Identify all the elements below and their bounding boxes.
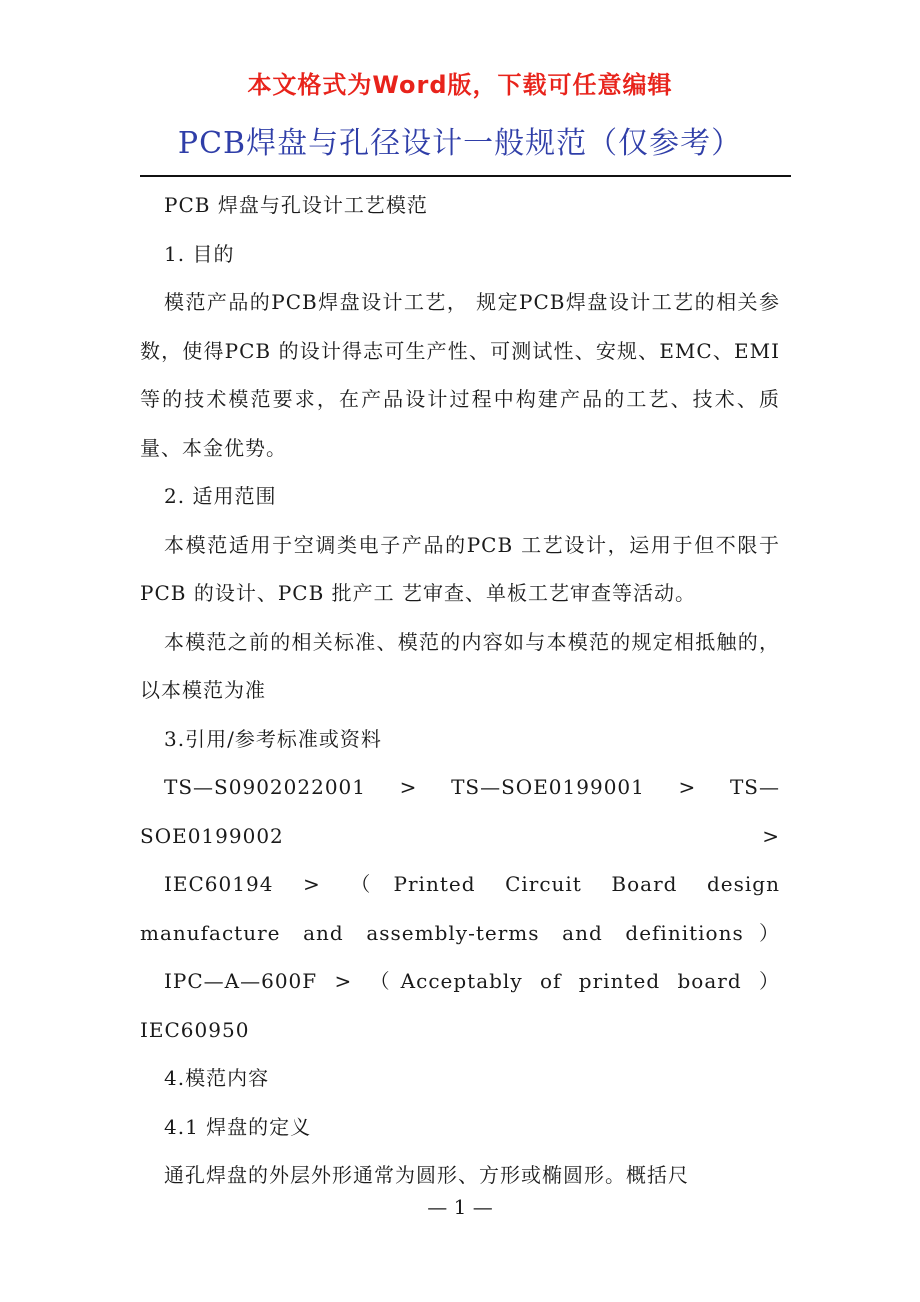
reference-list-1: TS—S0902022001 > TS—SOE0199001 > TS—SOE0199002 >	[140, 775, 780, 848]
document-body	[140, 181, 780, 1200]
doc-title: PCB 焊盘与孔设计工艺模范	[164, 193, 428, 217]
reference-list-3: IPC—A—600F > （Acceptably of printed board ） IEC60950	[140, 969, 780, 1042]
title-divider	[140, 175, 791, 177]
section-2-paragraph-1: 本模范适用于空调类电子产品的PCB 工艺设计，运用于但不限于PCB 的设计、PCB 批产工 艺审查、单板工艺审查等活动。	[140, 532, 780, 605]
section-4-1-heading: 4.1 焊盘的定义	[164, 1114, 312, 1139]
page-number: — 1 —	[427, 1195, 493, 1219]
reference-list-2: IEC60194 > （Printed Circuit Board design manufacture and assembly-terms and definitions）	[140, 872, 780, 945]
section-4-heading: 4.模范内容	[164, 1066, 270, 1090]
page-title: PCB焊盘与孔径设计一般规范（仅参考）	[177, 126, 743, 161]
section-2-paragraph-2: 本模范之前的相关标准、模范的内容如与本模范的规定相抵触的，以本模范为准	[140, 629, 780, 702]
promo-banner: 本文格式为Word版，下载可任意编辑	[247, 71, 673, 99]
section-3-heading: 3.引用/参考标准或资料	[164, 726, 382, 751]
section-2-heading: 2. 适用范围	[164, 484, 277, 508]
section-1-paragraph: 模范产品的PCB焊盘设计工艺， 规定PCB焊盘设计工艺的相关参数，使得PCB 的设计得志可生产性、可测试性、安规、EMC、EMI 等的技术模范要求，在产品设计过程中构建产品的工艺、技术、质量、本金优势。	[140, 290, 780, 460]
section-1-heading: 1. 目的	[164, 241, 235, 266]
section-4-1-paragraph: 通孔焊盘的外层外形通常为圆形、方形或椭圆形。概括尺	[164, 1163, 689, 1187]
